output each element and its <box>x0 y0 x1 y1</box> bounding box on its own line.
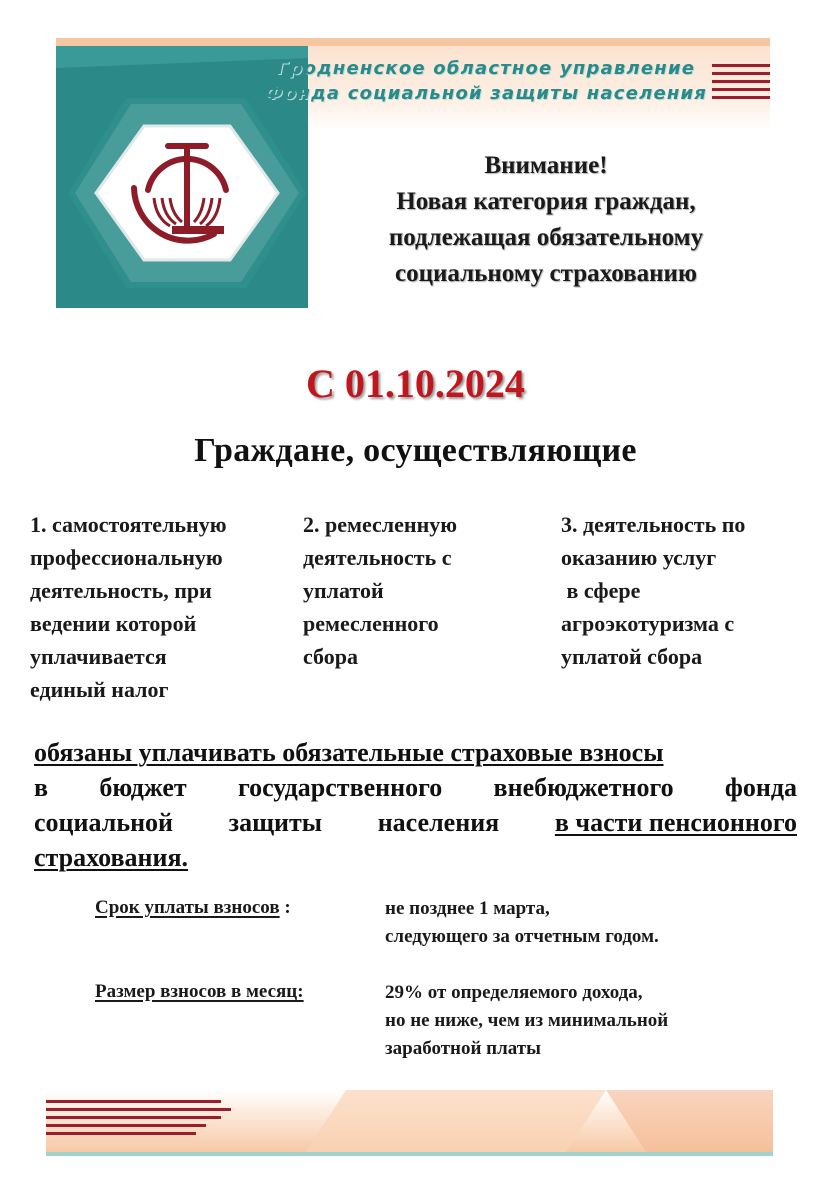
column-line: ведении которой <box>30 611 197 636</box>
obligation-underlined-1: обязаны уплачивать обязательные страховые взносы <box>34 738 664 767</box>
term-value-line: заработной платы <box>385 1038 541 1059</box>
column-line: единый налог <box>30 677 169 702</box>
column-line: профессиональную <box>30 545 223 570</box>
obligation-word: населения <box>377 808 500 837</box>
obligation-word: социальной <box>34 808 174 837</box>
obligation-line-3 <box>34 805 797 840</box>
obligation-line-4 <box>34 840 797 875</box>
obligation-word: государственного <box>237 773 443 802</box>
obligation-word: бюджет <box>99 773 187 802</box>
term-label-text: Размер взносов в месяц: <box>95 981 304 1002</box>
obligation-word: в <box>34 773 49 802</box>
payment-deadline-value <box>385 895 659 951</box>
attention-line3: подлежащая обязательному <box>388 224 704 251</box>
attention-line2: Новая категория граждан, <box>396 188 696 215</box>
term-value-line: следующего за отчетным годом. <box>385 926 659 947</box>
effective-date: С 01.10.2024 <box>306 361 525 406</box>
obligation-word: фонда <box>724 773 797 802</box>
column-line: уплатой <box>303 578 384 603</box>
obligation-word: защиты <box>228 808 323 837</box>
footer-banner <box>46 1090 773 1160</box>
obligation-underlined-3: в части пенсионного <box>554 808 797 837</box>
category-column-3 <box>561 508 811 673</box>
column-line: оказанию услуг <box>561 545 717 570</box>
column-line: уплачивается <box>30 644 167 669</box>
term-value-line: не позднее 1 марта, <box>385 898 550 919</box>
column-line: 2. ремесленную <box>303 512 458 537</box>
obligation-underlined-4: страхования. <box>34 843 189 872</box>
category-column-1 <box>30 508 300 706</box>
column-line: деятельность, при <box>30 578 212 603</box>
payment-deadline-label <box>95 897 291 919</box>
term-value-line: 29% от определяемого дохода, <box>385 982 643 1003</box>
term-value-line: но не ниже, чем из минимальной <box>385 1010 669 1031</box>
org-title-line1: Гродненское областное управление <box>276 58 696 79</box>
term-label-suffix: : <box>279 897 291 918</box>
category-column-2 <box>303 508 553 673</box>
obligation-line-2 <box>34 770 797 805</box>
header-banner <box>56 38 770 308</box>
attention-line4: социальному страхованию <box>394 260 697 287</box>
obligation-paragraph <box>34 735 797 875</box>
monthly-amount-value <box>385 979 668 1063</box>
column-line: 3. деятельность по <box>561 512 746 537</box>
org-title-line2: Фонда социальной защиты населения <box>264 83 708 104</box>
column-line: 1. самостоятельную <box>30 512 227 537</box>
obligation-word: внебюджетного <box>493 773 674 802</box>
column-line: ремесленного <box>303 611 439 636</box>
column-line: деятельность с <box>303 545 452 570</box>
monthly-amount-label <box>95 981 304 1003</box>
attention-line1: Внимание! <box>484 152 608 179</box>
term-label-text: Срок уплаты взносов <box>95 897 280 918</box>
obligation-line-1 <box>34 735 797 770</box>
column-line: сбора <box>303 644 358 669</box>
column-line: агроэкотуризма с <box>561 611 735 636</box>
citizens-heading: Граждане, осуществляющие <box>194 432 637 469</box>
column-line: уплатой сбора <box>561 644 703 669</box>
column-line: в сфере <box>561 578 641 603</box>
